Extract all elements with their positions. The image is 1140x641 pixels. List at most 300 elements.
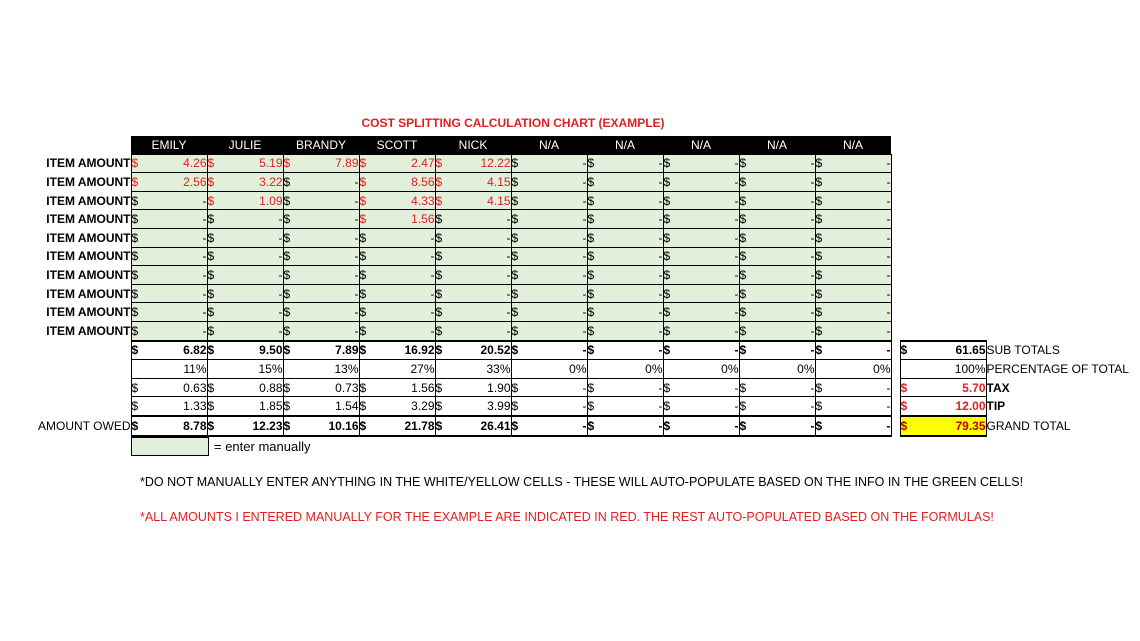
- item-amount-input[interactable]: -: [523, 266, 587, 285]
- owed-cell: -: [751, 416, 815, 436]
- gap-cell: [891, 397, 900, 416]
- item-amount-input[interactable]: -: [827, 173, 891, 192]
- currency-symbol: $: [815, 154, 827, 173]
- item-amount-input[interactable]: -: [447, 247, 511, 266]
- tip-cell: 1.85: [219, 397, 283, 416]
- item-amount-input[interactable]: -: [599, 284, 663, 303]
- currency-symbol: $: [663, 228, 675, 247]
- currency-symbol: $: [131, 416, 143, 436]
- tax-cell: -: [675, 378, 739, 397]
- currency-symbol: $: [663, 247, 675, 266]
- item-amount-input[interactable]: -: [219, 266, 283, 285]
- tip-cell: 3.29: [371, 397, 435, 416]
- item-amount-input[interactable]: -: [295, 228, 359, 247]
- item-amount-label: ITEM AMOUNT: [46, 249, 131, 264]
- item-amount-input[interactable]: 4.15: [447, 173, 511, 192]
- percentage-total-label: PERCENTAGE OF TOTAL: [986, 361, 1129, 376]
- currency-symbol: $: [587, 303, 599, 322]
- item-amount-input[interactable]: -: [143, 228, 207, 247]
- currency-symbol: $: [900, 397, 912, 416]
- percentage-cell: 13%: [283, 360, 359, 379]
- currency-symbol: $: [739, 378, 751, 397]
- legend-green-swatch: [131, 437, 209, 456]
- subtotals-cell: 9.50: [219, 341, 283, 360]
- currency-symbol: $: [283, 321, 295, 340]
- item-amount-input[interactable]: 3.22: [219, 173, 283, 192]
- item-amount-input[interactable]: -: [751, 210, 815, 229]
- note-white-cells: *DO NOT MANUALLY ENTER ANYTHING IN THE WHITE/YELLOW CELLS - THESE WILL AUTO-POPULATE BASED ON THE INFO IN THE GREEN CELLS!: [140, 475, 1024, 489]
- currency-symbol: $: [815, 416, 827, 436]
- subtotal-total: 61.65: [912, 341, 986, 360]
- tip-cell: 1.54: [295, 397, 359, 416]
- item-amount-input[interactable]: -: [295, 173, 359, 192]
- currency-symbol: $: [587, 154, 599, 173]
- column-header: N/A: [739, 136, 815, 154]
- item-amount-input[interactable]: -: [295, 210, 359, 229]
- item-amount-input[interactable]: -: [447, 210, 511, 229]
- tax-cell: -: [827, 378, 891, 397]
- item-amount-input[interactable]: -: [751, 173, 815, 192]
- tax-cell: 0.88: [219, 378, 283, 397]
- currency-symbol: $: [283, 397, 295, 416]
- item-amount-input[interactable]: 4.15: [447, 191, 511, 210]
- column-header: BRANDY: [283, 136, 359, 154]
- currency-symbol: $: [815, 397, 827, 416]
- item-amount-label: ITEM AMOUNT: [46, 286, 131, 301]
- currency-symbol: $: [739, 247, 751, 266]
- tip-row: [20, 397, 1131, 416]
- currency-symbol: $: [511, 266, 523, 285]
- column-header: N/A: [587, 136, 663, 154]
- item-amount-input[interactable]: 4.33: [371, 191, 435, 210]
- currency-symbol: $: [283, 210, 295, 229]
- percentage-cell: 0%: [815, 360, 891, 379]
- item-amount-input[interactable]: -: [447, 303, 511, 322]
- item-row: [20, 154, 1131, 173]
- currency-symbol: $: [435, 228, 447, 247]
- item-amount-input[interactable]: -: [523, 210, 587, 229]
- item-amount-input[interactable]: -: [599, 173, 663, 192]
- tip-cell: -: [827, 397, 891, 416]
- currency-symbol: $: [283, 266, 295, 285]
- percentage-cell: 27%: [359, 360, 435, 379]
- currency-symbol: $: [739, 416, 751, 436]
- currency-symbol: $: [435, 378, 447, 397]
- currency-symbol: $: [900, 416, 912, 436]
- grand-total-label: GRAND TOTAL: [986, 418, 1071, 433]
- item-amount-input[interactable]: -: [295, 247, 359, 266]
- item-amount-input[interactable]: -: [599, 321, 663, 340]
- currency-symbol: $: [359, 228, 371, 247]
- currency-symbol: $: [131, 378, 143, 397]
- item-amount-input[interactable]: -: [751, 154, 815, 173]
- item-amount-input[interactable]: -: [675, 210, 739, 229]
- percentage-cell: 15%: [207, 360, 283, 379]
- currency-symbol: $: [207, 228, 219, 247]
- item-amount-input[interactable]: -: [827, 154, 891, 173]
- currency-symbol: $: [207, 173, 219, 192]
- currency-symbol: $: [207, 154, 219, 173]
- subtotals-cell: -: [827, 341, 891, 360]
- currency-symbol: $: [663, 210, 675, 229]
- chart-title: COST SPLITTING CALCULATION CHART (EXAMPLE): [361, 116, 665, 130]
- currency-symbol: $: [511, 397, 523, 416]
- currency-symbol: $: [663, 191, 675, 210]
- item-amount-input[interactable]: -: [371, 284, 435, 303]
- tip-cell: -: [599, 397, 663, 416]
- percentage-row: [20, 360, 1131, 379]
- owed-cell: -: [675, 416, 739, 436]
- currency-symbol: $: [131, 284, 143, 303]
- owed-cell: 10.16: [295, 416, 359, 436]
- currency-symbol: $: [435, 321, 447, 340]
- item-amount-input[interactable]: -: [143, 284, 207, 303]
- currency-symbol: $: [739, 266, 751, 285]
- gap-cell: [891, 360, 900, 379]
- column-header: N/A: [511, 136, 587, 154]
- tax-total: 5.70: [912, 378, 986, 397]
- currency-symbol: $: [739, 284, 751, 303]
- item-amount-input[interactable]: -: [523, 191, 587, 210]
- owed-cell: -: [827, 416, 891, 436]
- item-amount-input[interactable]: -: [447, 266, 511, 285]
- item-amount-input[interactable]: -: [827, 247, 891, 266]
- currency-symbol: $: [663, 397, 675, 416]
- percentage-total: 100%: [900, 360, 986, 379]
- currency-symbol: $: [511, 247, 523, 266]
- currency-symbol: $: [359, 416, 371, 436]
- tax-cell: 0.63: [143, 378, 207, 397]
- percentage-cell: 0%: [511, 360, 587, 379]
- item-amount-input[interactable]: -: [675, 266, 739, 285]
- currency-symbol: $: [739, 173, 751, 192]
- item-amount-input[interactable]: -: [143, 303, 207, 322]
- currency-symbol: $: [435, 284, 447, 303]
- tax-total-label: TAX: [986, 380, 1010, 395]
- item-amount-input[interactable]: -: [219, 321, 283, 340]
- currency-symbol: $: [815, 210, 827, 229]
- currency-symbol: $: [900, 341, 912, 360]
- currency-symbol: $: [739, 303, 751, 322]
- item-amount-input[interactable]: -: [143, 210, 207, 229]
- item-amount-input[interactable]: -: [523, 284, 587, 303]
- tip-row-label: [20, 397, 131, 416]
- currency-symbol: $: [511, 154, 523, 173]
- tax-cell: -: [751, 378, 815, 397]
- currency-symbol: $: [207, 210, 219, 229]
- currency-symbol: $: [663, 378, 675, 397]
- currency-symbol: $: [663, 173, 675, 192]
- tip-cell: 3.99: [447, 397, 511, 416]
- currency-symbol: $: [131, 228, 143, 247]
- item-amount-input[interactable]: -: [295, 266, 359, 285]
- item-amount-input[interactable]: -: [751, 266, 815, 285]
- currency-symbol: $: [435, 303, 447, 322]
- legend-text: = enter manually: [214, 439, 311, 454]
- currency-symbol: $: [359, 303, 371, 322]
- item-amount-input[interactable]: -: [599, 228, 663, 247]
- currency-symbol: $: [739, 191, 751, 210]
- currency-symbol: $: [207, 247, 219, 266]
- item-amount-input[interactable]: -: [599, 266, 663, 285]
- item-amount-input[interactable]: -: [827, 266, 891, 285]
- item-amount-input[interactable]: -: [751, 321, 815, 340]
- item-amount-input[interactable]: -: [599, 154, 663, 173]
- tax-row: [20, 378, 1131, 397]
- currency-symbol: $: [511, 210, 523, 229]
- row-spacer: [891, 247, 1131, 266]
- currency-symbol: $: [283, 228, 295, 247]
- subtotals-cell: 16.92: [371, 341, 435, 360]
- subtotals-cell: -: [523, 341, 587, 360]
- item-amount-input[interactable]: -: [675, 284, 739, 303]
- currency-symbol: $: [511, 321, 523, 340]
- currency-symbol: $: [815, 228, 827, 247]
- item-amount-label: ITEM AMOUNT: [46, 156, 131, 171]
- owed-cell: 26.41: [447, 416, 511, 436]
- currency-symbol: $: [207, 303, 219, 322]
- subtotals-cell: -: [751, 341, 815, 360]
- currency-symbol: $: [359, 191, 371, 210]
- owed-cell: 12.23: [219, 416, 283, 436]
- owed-cell: 8.78: [143, 416, 207, 436]
- item-amount-input[interactable]: -: [219, 228, 283, 247]
- item-amount-input[interactable]: -: [295, 284, 359, 303]
- item-amount-input[interactable]: 4.26: [143, 154, 207, 173]
- currency-symbol: $: [815, 266, 827, 285]
- currency-symbol: $: [435, 154, 447, 173]
- subtotals-cell: 20.52: [447, 341, 511, 360]
- item-amount-label: ITEM AMOUNT: [46, 230, 131, 245]
- item-amount-input[interactable]: -: [675, 303, 739, 322]
- item-amount-input[interactable]: -: [827, 191, 891, 210]
- currency-symbol: $: [815, 303, 827, 322]
- item-row: [20, 173, 1131, 192]
- currency-symbol: $: [283, 154, 295, 173]
- row-spacer: [891, 284, 1131, 303]
- item-row: [20, 247, 1131, 266]
- currency-symbol: $: [511, 191, 523, 210]
- currency-symbol: $: [131, 397, 143, 416]
- tax-cell: -: [523, 378, 587, 397]
- currency-symbol: $: [207, 397, 219, 416]
- row-spacer: [891, 154, 1131, 173]
- currency-symbol: $: [663, 266, 675, 285]
- item-amount-input[interactable]: 8.56: [371, 173, 435, 192]
- currency-symbol: $: [131, 247, 143, 266]
- currency-symbol: $: [739, 228, 751, 247]
- item-amount-label: ITEM AMOUNT: [46, 305, 131, 320]
- item-amount-input[interactable]: -: [371, 228, 435, 247]
- tip-cell: -: [675, 397, 739, 416]
- item-amount-input[interactable]: -: [675, 321, 739, 340]
- column-header: N/A: [663, 136, 739, 154]
- item-amount-label: ITEM AMOUNT: [46, 174, 131, 189]
- item-amount-input[interactable]: -: [523, 321, 587, 340]
- item-row: [20, 321, 1131, 340]
- item-amount-input[interactable]: -: [219, 303, 283, 322]
- item-amount-input[interactable]: -: [295, 303, 359, 322]
- item-amount-input[interactable]: -: [447, 284, 511, 303]
- item-amount-input[interactable]: -: [827, 228, 891, 247]
- item-amount-input[interactable]: -: [143, 247, 207, 266]
- currency-symbol: $: [663, 303, 675, 322]
- item-amount-input[interactable]: 5.19: [219, 154, 283, 173]
- item-amount-input[interactable]: -: [675, 247, 739, 266]
- subtotals-cell: -: [675, 341, 739, 360]
- item-row: [20, 303, 1131, 322]
- subtotal-row: [20, 341, 1131, 360]
- subtotals-cell: 6.82: [143, 341, 207, 360]
- row-spacer: [891, 191, 1131, 210]
- item-amount-input[interactable]: -: [751, 284, 815, 303]
- currency-symbol: $: [283, 247, 295, 266]
- currency-symbol: $: [283, 303, 295, 322]
- owed-row: [20, 416, 1131, 436]
- item-amount-input[interactable]: -: [599, 191, 663, 210]
- currency-symbol: $: [587, 266, 599, 285]
- note-red-amounts: *ALL AMOUNTS I ENTERED MANUALLY FOR THE EXAMPLE ARE INDICATED IN RED. THE REST AUTO-POPULATED BASED ON THE FORMULAS!: [140, 510, 994, 524]
- item-amount-input[interactable]: -: [447, 228, 511, 247]
- currency-symbol: $: [511, 173, 523, 192]
- item-amount-label: ITEM AMOUNT: [46, 323, 131, 338]
- tip-total: 12.00: [912, 397, 986, 416]
- currency-symbol: $: [739, 321, 751, 340]
- currency-symbol: $: [587, 341, 599, 360]
- item-amount-input[interactable]: -: [675, 191, 739, 210]
- item-amount-input[interactable]: -: [523, 228, 587, 247]
- item-amount-input[interactable]: -: [143, 321, 207, 340]
- column-header: JULIE: [207, 136, 283, 154]
- currency-symbol: $: [283, 284, 295, 303]
- percentage-cell: 0%: [587, 360, 663, 379]
- item-amount-label: ITEM AMOUNT: [46, 193, 131, 208]
- gap-cell: [891, 341, 900, 360]
- item-amount-input[interactable]: -: [371, 266, 435, 285]
- currency-symbol: $: [359, 341, 371, 360]
- currency-symbol: $: [207, 191, 219, 210]
- tip-total-label: TIP: [986, 399, 1006, 414]
- item-amount-input[interactable]: -: [751, 191, 815, 210]
- item-amount-input[interactable]: -: [371, 247, 435, 266]
- subtotal-total-label: SUB TOTALS: [986, 343, 1060, 358]
- item-amount-label: ITEM AMOUNT: [46, 267, 131, 282]
- currency-symbol: $: [587, 191, 599, 210]
- item-amount-input[interactable]: -: [447, 321, 511, 340]
- currency-symbol: $: [207, 341, 219, 360]
- currency-symbol: $: [435, 341, 447, 360]
- owed-row-label: AMOUNT OWED: [38, 418, 131, 433]
- item-amount-input[interactable]: -: [295, 321, 359, 340]
- item-amount-input[interactable]: -: [827, 321, 891, 340]
- currency-symbol: $: [283, 173, 295, 192]
- item-amount-input[interactable]: -: [219, 247, 283, 266]
- row-spacer: [891, 321, 1131, 340]
- item-amount-input[interactable]: -: [523, 173, 587, 192]
- item-row: [20, 191, 1131, 210]
- item-amount-input[interactable]: -: [295, 191, 359, 210]
- item-amount-input[interactable]: -: [523, 303, 587, 322]
- item-amount-input[interactable]: 7.89: [295, 154, 359, 173]
- currency-symbol: $: [207, 378, 219, 397]
- column-header: EMILY: [131, 136, 207, 154]
- item-amount-input[interactable]: 1.09: [219, 191, 283, 210]
- item-amount-input[interactable]: -: [371, 303, 435, 322]
- currency-symbol: $: [131, 191, 143, 210]
- subtotal-row-label: [20, 341, 131, 360]
- currency-symbol: $: [283, 378, 295, 397]
- tip-cell: 1.33: [143, 397, 207, 416]
- item-amount-input[interactable]: -: [143, 266, 207, 285]
- item-amount-input[interactable]: -: [751, 228, 815, 247]
- currency-symbol: $: [815, 284, 827, 303]
- item-amount-input[interactable]: 2.47: [371, 154, 435, 173]
- item-amount-input[interactable]: -: [827, 210, 891, 229]
- item-amount-input[interactable]: -: [599, 247, 663, 266]
- owed-cell: -: [523, 416, 587, 436]
- item-amount-input[interactable]: -: [219, 284, 283, 303]
- percentage-cell: 0%: [739, 360, 815, 379]
- currency-symbol: $: [815, 191, 827, 210]
- percentage-cell: 0%: [663, 360, 739, 379]
- currency-symbol: $: [283, 341, 295, 360]
- item-amount-input[interactable]: -: [751, 303, 815, 322]
- currency-symbol: $: [900, 378, 912, 397]
- item-row: [20, 228, 1131, 247]
- currency-symbol: $: [587, 378, 599, 397]
- tax-row-label: [20, 378, 131, 397]
- tip-cell: -: [523, 397, 587, 416]
- gap-cell: [891, 416, 900, 436]
- currency-symbol: $: [663, 321, 675, 340]
- item-amount-input[interactable]: -: [675, 228, 739, 247]
- item-amount-input[interactable]: -: [371, 321, 435, 340]
- row-spacer: [891, 173, 1131, 192]
- currency-symbol: $: [663, 341, 675, 360]
- item-amount-input[interactable]: -: [675, 154, 739, 173]
- currency-symbol: $: [815, 341, 827, 360]
- grand-total: 79.35: [912, 416, 986, 436]
- percentage-cell: 33%: [435, 360, 511, 379]
- currency-symbol: $: [587, 173, 599, 192]
- item-amount-input[interactable]: -: [219, 210, 283, 229]
- item-amount-input[interactable]: -: [143, 191, 207, 210]
- subtotals-cell: 7.89: [295, 341, 359, 360]
- header-row: [20, 136, 1131, 154]
- column-header: N/A: [815, 136, 891, 154]
- item-row: [20, 210, 1131, 229]
- item-amount-input[interactable]: -: [675, 173, 739, 192]
- currency-symbol: $: [131, 154, 143, 173]
- currency-symbol: $: [663, 154, 675, 173]
- item-amount-input[interactable]: -: [827, 284, 891, 303]
- currency-symbol: $: [815, 378, 827, 397]
- item-amount-input[interactable]: 1.56: [371, 210, 435, 229]
- currency-symbol: $: [435, 247, 447, 266]
- item-amount-input[interactable]: -: [599, 303, 663, 322]
- item-amount-input[interactable]: -: [751, 247, 815, 266]
- item-amount-input[interactable]: -: [827, 303, 891, 322]
- item-amount-input[interactable]: 2.56: [143, 173, 207, 192]
- item-amount-input[interactable]: -: [599, 210, 663, 229]
- currency-symbol: $: [207, 284, 219, 303]
- item-amount-input[interactable]: -: [523, 154, 587, 173]
- currency-symbol: $: [131, 303, 143, 322]
- percentage-row-label: [20, 360, 131, 379]
- item-amount-input[interactable]: -: [523, 247, 587, 266]
- item-amount-input[interactable]: 12.22: [447, 154, 511, 173]
- currency-symbol: $: [207, 266, 219, 285]
